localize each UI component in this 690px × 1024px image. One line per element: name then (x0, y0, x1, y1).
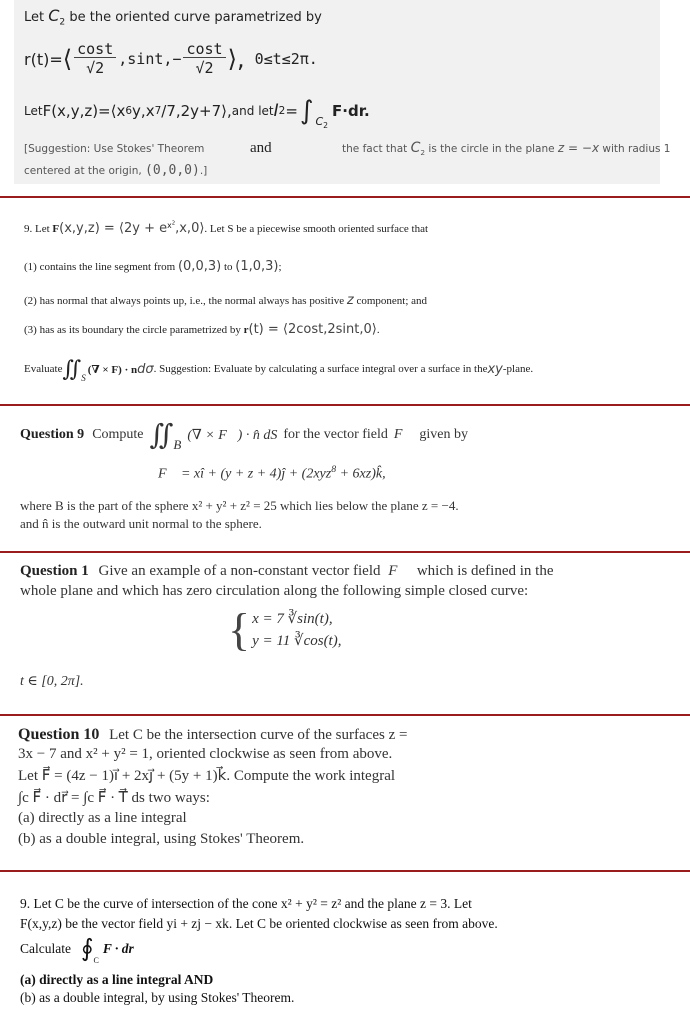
p2-line-5: Evaluate ∬ S (∇ × F) · n dσ . Suggestion: Evaluate by calculating a surface integral over a surface in the xy -plane. (24, 356, 534, 383)
p2-line-4: (3) has as its boundary the circle parametrized by r(t) = ⟨2cost,2sint,0⟩. (24, 322, 380, 337)
p1-suggestion-and: and (250, 140, 272, 156)
p1-parametrization: r(t)= ⟨ $\frac{\cos t}{√2}$ ,sint,− $\frac{\cos t}{√2}$ ⟩, 0≤t≤2π. (24, 39, 318, 78)
problem-panel-1 (0, 0, 690, 185)
problem-panel-6 (0, 874, 690, 1024)
p5-line-2: 3x − 7 and x² + y² = 1, oriented clockwise as seen from above. (18, 746, 393, 762)
p3-where-line-2: and n̂ is the outward unit normal to the sphere. (20, 516, 262, 531)
p1-intro-line: Let $C_2$ be the oriented curve parametrized by (24, 6, 322, 28)
p6-line-2: F(x,y,z) be the vector field yi + zj − xk. Let C be oriented clockwise as seen from above. (20, 916, 498, 931)
p1-suggestion-line2: centered at the origin, (0,0,0).] (24, 163, 208, 178)
p2-line-2: (1) contains the line segment from (0,0,3) to (1,0,3); (24, 259, 282, 274)
p2-line-1: 9. Let F(x,y,z) = ⟨2y + $e^{x^2},x,0⟩$. Let S be a piecewise smooth oriented surface that (24, 220, 429, 237)
p4-line-1: Question 1 Give an example of a non-constant vector field F⃗ which is defined in the (20, 563, 554, 579)
p4-system: { x = 7 ∛sin(t), y = 11 ∛cos(t), (228, 604, 342, 655)
divider-4 (0, 714, 690, 716)
p5-line-3: Let F⃗ = (4z − 1)i⃗ + 2xj⃗ + (5y + 1)k⃗. Compute the work integral (18, 768, 396, 784)
p5-line-6: (b) as a double integral, using Stokes' Theorem. (18, 831, 305, 847)
problem-panel-3 (0, 408, 690, 548)
p3-line-1: Question 9 Compute ∬ B (∇ × F⃗) · n̂ dS for the vector field F⃗ given by (20, 420, 468, 452)
p5-line-1: Question 10 Let C be the intersection curve of the surfaces z = (18, 726, 408, 743)
p4-range: t ∈ [0, 2π]. (20, 674, 84, 689)
divider-2 (0, 404, 690, 406)
p1-field-line: Let F(x,y,z)=⟨x 6 y,x 7 /7,2y+7⟩, and let I 2 = ∫ $C_2$ F·dr. (24, 96, 370, 131)
problem-panel-5 (0, 718, 690, 858)
p6-line-3: Calculate ∮ C F · dr (20, 936, 134, 965)
p3-where-line-1: where B is the part of the sphere x² + y² + z² = 25 which lies below the plane z = −4. (20, 498, 459, 513)
p5-line-4: ∫c F⃗ · dr⃗ = ∫c F⃗ · T⃗ ds two ways: (18, 790, 210, 806)
p3-field: F⃗ = xî + (y + z + 4)ĵ + (2xyz$^8$ + 6xz)k̂, (158, 464, 386, 482)
divider-5 (0, 870, 690, 872)
p1-suggestion-right: the fact that $C_2$ is the circle in the plane z = −x with radius 1 (342, 140, 671, 158)
problem-panel-2 (0, 200, 690, 400)
divider-3 (0, 551, 690, 553)
divider-1 (0, 196, 690, 198)
p5-line-5: (a) directly as a line integral (18, 810, 187, 826)
p1-suggestion-left: [Suggestion: Use Stokes' Theorem (24, 143, 205, 155)
p6-line-4: (a) directly as a line integral AND (20, 972, 214, 987)
p4-line-2: whole plane and which has zero circulation along the following simple closed curve: (20, 583, 529, 599)
p6-line-5: (b) as a double integral, by using Stokes' Theorem. (20, 990, 295, 1005)
p6-line-1: 9. Let C be the curve of intersection of the cone x² + y² = z² and the plane z = 3. Let (20, 896, 472, 911)
p2-line-3: (2) has normal that always points up, i.e., the normal always has positive z component; and (24, 293, 428, 308)
p4-eq-x: x = 7 ∛sin(t), (252, 611, 333, 627)
problem-panel-4 (0, 555, 690, 705)
p4-eq-y: y = 11 ∛cos(t), (252, 633, 342, 649)
